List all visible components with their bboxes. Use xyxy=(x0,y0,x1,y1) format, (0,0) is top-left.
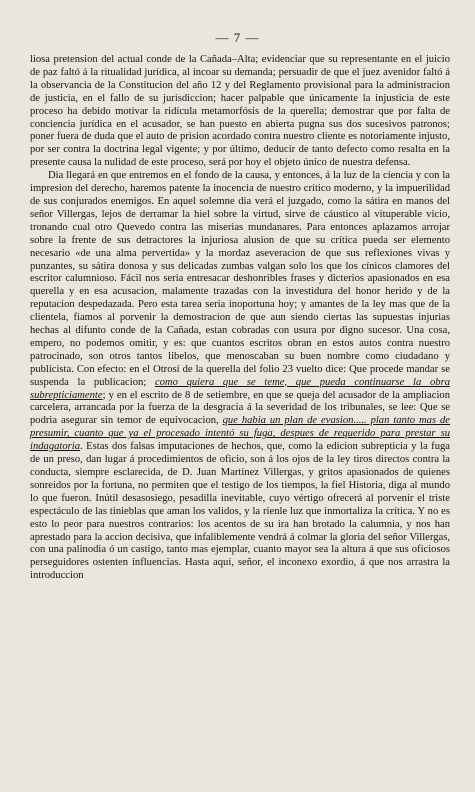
body-text xyxy=(30,54,450,583)
italic-passage: que habia un plan de evasion..... plan tanto mas de presumir, cuanto que ya el procesado intentó su fuga, despues de requerido para prestar su indagatoria xyxy=(30,415,450,453)
page-number: — 7 — xyxy=(215,30,260,45)
italic-passage: como quiera que se teme, que pueda continuarse la obra subrepticiamente xyxy=(30,376,451,401)
text-run: Dia llegará en que entremos en el fondo de la causa, y entonces, á la luz de la ciencia y con la impresion del derecho, haremos patente la inocencia de nuestro crítico moderno, y la impuerilidad de sus conjurados enemigos. En aquel solemne dia verá el juzgado, como la sátira en manos del señor Villergas, lejos de derramar la hiel sobre la virtud, sirve de cáustico al vituperable vicio, tronando cual otro Quevedo contra las miserias mundanares. Para entonces aplazamos arrojar sobre la frente de sus detractores la injuriosa alusion de que su crítica pueda ser elemento necesario «de una alma pervertida» y la mordaz aseveracion de que sus reflexiones vivas y punzantes, su sátira donosa y sus delicadas zumbas valgan solo los que los cínicos clamores del escritor calumnioso. Fácil nos seria entresacar deshonribles frases y dicterios apasionados en esa querella y en esa acusacion, malamente trazadas con la investidura del honor herido y de la reputacion despedazada. Pero esta tarea seria inoportuna hoy; y amantes de la ley mas que de la clientela, fiamos al porvenir la demostracion de que aun siendo ciertas las supuestas injurias hechas al difunto conde de la Cañada, estan cobradas con usura por digno sucesor. Una cosa, empero, no podemos omitir, y es: que cuantos escritos obran en estos autos contra nuestro patrocinado, son otros tantos libelos, que menoscaban su buen nombre como ciudadano y publicista. Con efecto: en el Otrosí de la querella del folio 23 vuelto dice: Que procede mandar se suspenda la publicacion; xyxy=(30,170,450,388)
paragraph xyxy=(30,54,450,170)
text-run: ; y en el escrito de 8 de setiembre, en que se queja del acusador de la ampliacion carcelera, arrancada por la fuerza de la desgracia á la severidad de los tribunales, se lee: Que se podria asegurar sin temor de equivocacion, xyxy=(30,389,450,427)
text-run: . Estas dos falsas imputaciones de hechos, que, como la edicion subrepticia y la fuga de un preso, dan lugar á procedimientos de oficio, son á los ojos de la ley tiros directos contra la conducta, siempre esclarecida, de D. Juan Martinez Villergas, y gritos apasionados de quienes sonreidos por la fortuna, no permiten que el testigo de los tiempos, la fiel Historia, diga al mundo lo que fueron. Inútil desasosiego, pesadilla inevitable, cuyo vértigo ofrecerá al porvenir el triste espectáculo de las tinieblas que aman los validos, y la rienle luz que inmortaliza la crítica. Y no es esto lo peor para nuestros contrarios: los acentos de su ira han brotado la calumnia, y nos han aprestado para la accion decisiva, que infaliblemente vendrá á colmar la gloria del señor Villergas, con una palinodia ó un castigo, tanto mas ejemplar, cuanto mayor sea la altura á que sus oficiosos perseguidores ostenten influencias. Hasta aquí, señor, el inconexo exordio, á que nos arrastra la introduccion xyxy=(30,441,450,582)
paragraph xyxy=(30,170,450,583)
text-run: liosa pretension del actual conde de la Cañada–Alta; evidenciar que su representante en el juicio de paz faltó á la ritualidad jurídica, al incoar su demanda; persuadir de que el juez avenidor faltó á la observancia de la Constitucion del año 12 y del Reglamento provisional para la administracion de justicia, en el fallo de su jurisdiccion; hacer palpable que únicamente la injusticia de este proceso ha debido motivar la ridícula metamorfósis de la querella; demostrar que por falta de conciencia jurídica en el acusador, se han puesto en abierta pugna sus dos sucesivos patronos; poner fuera de duda que el auto de prision acordado contra nuestro cliente es notoriamente injusto, por ser contra la doctrina legal vigente; y por último, deducir de tanto defecto como resalta en la presente causa la nulidad de este proceso, será por hoy el objeto único de nuestra defensa. xyxy=(30,54,450,169)
